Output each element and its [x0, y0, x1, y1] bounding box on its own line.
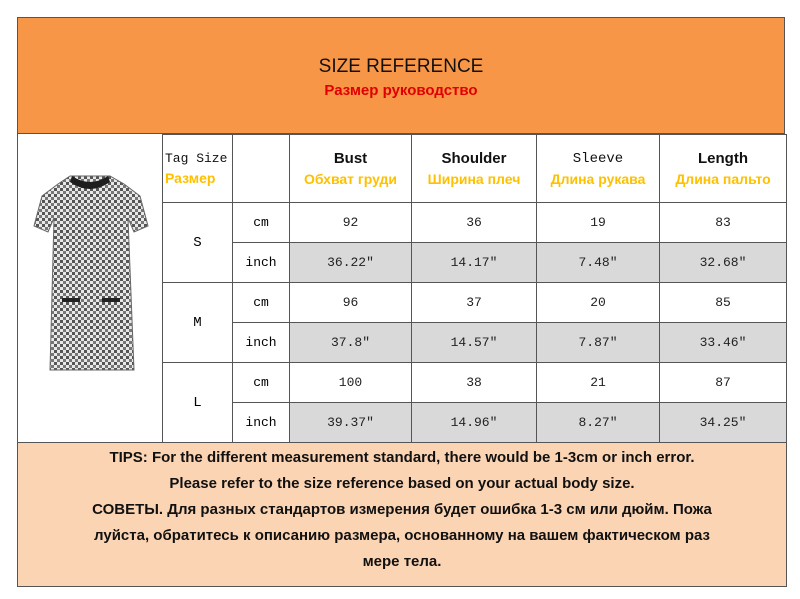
page-subtitle: Размер руководство — [324, 82, 478, 99]
table-cell: 19 — [537, 203, 660, 243]
size-label: M — [163, 283, 233, 363]
table-cell: 36 — [412, 203, 537, 243]
table-cell: 32.68″ — [660, 243, 787, 283]
table-cell: 100 — [290, 363, 412, 403]
table-cell: 14.96″ — [412, 403, 537, 443]
table-cell: 36.22″ — [290, 243, 412, 283]
table-cell: 38 — [412, 363, 537, 403]
length-header: Length Длина пальто — [660, 135, 787, 203]
size-table — [162, 134, 787, 443]
tips-line-2: Please refer to the size reference based on your actual body size. — [169, 475, 635, 492]
table-cell: 96 — [290, 283, 412, 323]
table-cell: 83 — [660, 203, 787, 243]
table-cell: 14.57″ — [412, 323, 537, 363]
table-cell: 87 — [660, 363, 787, 403]
table-cell: 92 — [290, 203, 412, 243]
table-cell: 33.46″ — [660, 323, 787, 363]
table-row — [163, 203, 787, 243]
table-cell: 39.37″ — [290, 403, 412, 443]
page-title: SIZE REFERENCE — [318, 56, 484, 77]
table-cell: 85 — [660, 283, 787, 323]
sleeve-header: Sleeve Длина рукава — [537, 135, 660, 203]
table-cell: 8.27″ — [537, 403, 660, 443]
size-label: L — [163, 363, 233, 443]
unit-label: inch — [233, 243, 290, 283]
table-cell: 7.87″ — [537, 323, 660, 363]
header-banner — [17, 17, 785, 134]
table-cell: 37.8″ — [290, 323, 412, 363]
unit-label: inch — [233, 323, 290, 363]
tips-box — [17, 442, 787, 587]
table-cell: 34.25″ — [660, 403, 787, 443]
unit-header — [233, 135, 290, 203]
table-header-row — [163, 135, 787, 203]
dress-image — [18, 134, 163, 442]
table-cell: 37 — [412, 283, 537, 323]
table-row — [163, 403, 787, 443]
table-cell: 21 — [537, 363, 660, 403]
tag-size-header: Tag Size Размер — [163, 135, 233, 203]
unit-label: inch — [233, 403, 290, 443]
table-row — [163, 363, 787, 403]
size-label: S — [163, 203, 233, 283]
tips-line-3: СОВЕТЫ. Для разных стандартов измерения будет ошибка 1-3 см или дюйм. Пожа — [92, 501, 712, 518]
unit-label: cm — [233, 203, 290, 243]
product-photo-cell — [17, 134, 162, 442]
table-cell: 20 — [537, 283, 660, 323]
unit-label: cm — [233, 363, 290, 403]
table-row — [163, 283, 787, 323]
shoulder-header: Shoulder Ширина плеч — [412, 135, 537, 203]
table-row — [163, 323, 787, 363]
table-row — [163, 243, 787, 283]
bust-header: Bust Обхват груди — [290, 135, 412, 203]
tips-line-4: луйста, обратитесь к описанию размера, основанному на вашем фактическом раз — [94, 527, 710, 544]
table-cell: 14.17″ — [412, 243, 537, 283]
unit-label: cm — [233, 283, 290, 323]
tips-line-1: TIPS: For the different measurement standard, there would be 1-3cm or inch error. — [109, 449, 695, 466]
table-cell: 7.48″ — [537, 243, 660, 283]
tips-line-5: мере тела. — [362, 553, 442, 570]
